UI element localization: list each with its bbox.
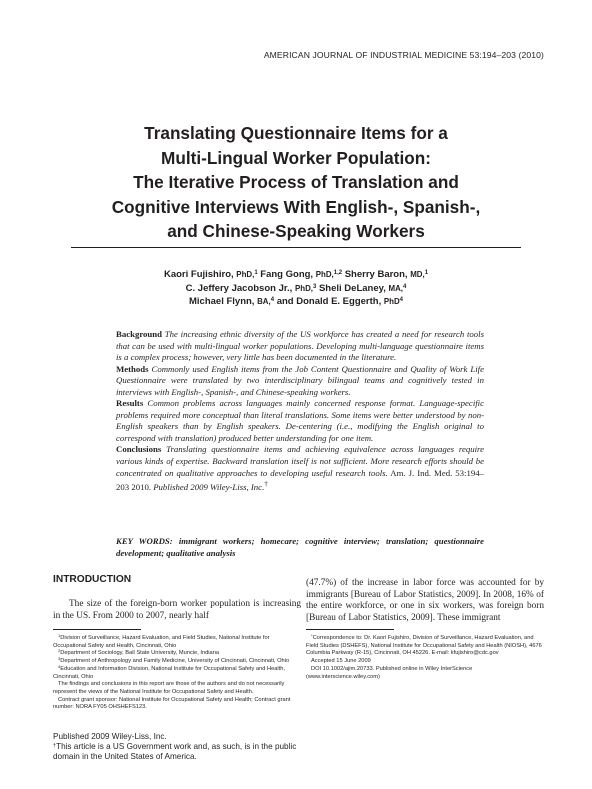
body-column-left <box>53 599 301 622</box>
affiliation-footnotes <box>53 635 303 712</box>
section-label: Methods <box>116 363 149 374</box>
journal-running-header: AMERICAN JOURNAL OF INDUSTRIAL MEDICINE 53:194–203 (2010) <box>263 50 544 60</box>
body-paragraph: The size of the foreign-born worker population is increasing in the US. From 2000 to 2007, nearly half <box>53 599 301 621</box>
publication-note: Published 2009 Wiley-Liss, Inc. <box>153 482 265 493</box>
abstract <box>116 329 484 494</box>
section-heading-introduction: INTRODUCTION <box>53 574 132 585</box>
footnote: Accepted 15 June 2009 <box>311 658 371 665</box>
footnote: $^2$Department of Sociology, Ball State University, Muncie, Indiana <box>58 648 220 657</box>
section-label: Conclusions <box>116 444 162 455</box>
author-line <box>90 268 502 282</box>
footnote: DOI 10.1002/ajim.20733. Published online in Wiley InterScience (www.interscience.wiley.com) <box>306 665 473 680</box>
author-degree: PhD,$^{1,2}$ <box>315 270 343 279</box>
title-line: The Iterative Process of Translation and <box>133 172 459 192</box>
author-name: C. Jeffery Jacobson Jr., <box>185 282 293 294</box>
footnote: *Correspondence to: Dr. Kaori Fujishiro, Division of Surveillance, Hazard Evaluation, and Field Studies (DSHEFS), National Institute for Occupational Safety and Health (NIOSH), 4676 Columbia Parkway (R-15), Cincinnati, OH 45226. E-mail: kfujishiro@cdc.gov <box>306 633 542 657</box>
author-list <box>90 268 502 309</box>
author-degree: PhD,$^1$ <box>236 270 258 279</box>
keywords: KEY WORDS: immigrant workers; homecare; cognitive interview; translation; questionnaire development; qualitative analysis <box>116 536 484 558</box>
title-line: Multi-Lingual Worker Population: <box>161 147 431 168</box>
author-name: Sheli DeLaney, <box>318 282 386 294</box>
author-degree: BA,$^4$ <box>257 297 275 307</box>
author-degree: PhD$^4$ <box>383 297 404 307</box>
author-line <box>90 295 502 309</box>
citation: Am. J. Ind. Med. 53:194–203 2010. <box>116 467 484 493</box>
section-text: Commonly used English items from the Job Content Questionnaire and Quality of Work Life Questionnaire were translated by two interdisciplinary bilingual teams and cognitively tested in interviews with English-, Spanish-, and Chinese-speaking workers. <box>116 363 484 397</box>
footnote: The findings and conclusions in this report are those of the authors and do not necessarily represent the views of the National Institute for Occupational Safety and Health. <box>53 681 285 695</box>
abstract-conclusions <box>116 444 484 493</box>
footnote-divider <box>306 629 394 630</box>
title-line: Cognitive Interviews With English-, Spanish-, <box>111 196 481 217</box>
footnote: $^4$Education and Information Division, National Institute for Occupational Safety and Health, Cincinnati, Ohio <box>53 663 286 680</box>
author-degree: PhD,$^3$ <box>294 283 317 293</box>
title-divider <box>71 247 521 248</box>
copyright-notice <box>53 732 313 761</box>
footnote: $^1$Division of Surveillance, Hazard Evaluation, and Field Studies, National Institute for Occupational Safety and Health, Cincinnati, Ohio <box>53 633 270 649</box>
body-paragraph: (47.7%) of the increase in labor force was accounted for by immigrants [Bureau of Labor Statistics, 2009]. In 2008, 16% of the entire workforce, or one in six workers, was foreign born [Bureau of Labor Statistics, 2009]. These immigrant <box>306 578 544 623</box>
section-text: The increasing ethnic diversity of the US workforce has created a need for research tools that can be used with multi-lingual worker populations. Developing multi-language questionnaire items is a complex process; however, very little has been documented in the literature. <box>116 329 485 363</box>
correspondence-footnotes <box>306 635 544 681</box>
body-column-right <box>306 578 544 624</box>
dagger-mark: † <box>53 742 57 749</box>
author-name: and Donald E. Eggerth, <box>276 296 382 308</box>
copyright-line: Published 2009 Wiley-Liss, Inc. <box>53 732 167 741</box>
author-degree: MD,$^1$ <box>410 270 429 279</box>
footnote: $^3$Department of Anthropology and Family Medicine, University of Cincinnati, Cincinnati, Ohio <box>58 656 290 665</box>
dagger-mark: † <box>264 480 268 489</box>
author-name: Sherry Baron, <box>344 269 408 280</box>
footnote: Contract grant sponsor: National Institute for Occupational Safety and Health; Contract grant number: NORA FY05 OHSHEFS123. <box>53 696 291 711</box>
author-name: Kaori Fujishiro, <box>163 269 234 280</box>
author-degree: MA,$^4$ <box>388 283 407 293</box>
section-text: Translating questionnaire items and achieving equivalence across languages require various kinds of expertise. Backward translation itself is not sufficient. More research efforts should be concentrated on qualitative approaches to developing useful research tools. <box>116 444 485 478</box>
public-domain-note: †This article is a US Government work and, as such, is in the public domain in the United States of America. <box>53 741 297 761</box>
section-text: Common problems across languages mainly concerned response format. Language-specific problems required more conceptual than literal translations. Some items were better understood by non-English speakers than by English speakers. De-centering (i.e., modifying the English original to correspond with translation) produced better understanding for one item. <box>116 398 484 443</box>
section-label: Results <box>116 398 144 409</box>
abstract-results <box>116 398 484 444</box>
footnote-divider <box>53 629 141 630</box>
abstract-methods <box>116 364 484 399</box>
abstract-background <box>116 329 484 364</box>
title-line: Translating Questionnaire Items for a <box>144 123 448 143</box>
author-name: Michael Flynn, <box>188 296 255 308</box>
author-name: Fang Gong, <box>260 269 314 280</box>
section-label: Background <box>116 329 163 339</box>
article-title <box>60 121 532 244</box>
title-line: and Chinese-Speaking Workers <box>167 221 425 241</box>
author-line <box>90 282 502 296</box>
